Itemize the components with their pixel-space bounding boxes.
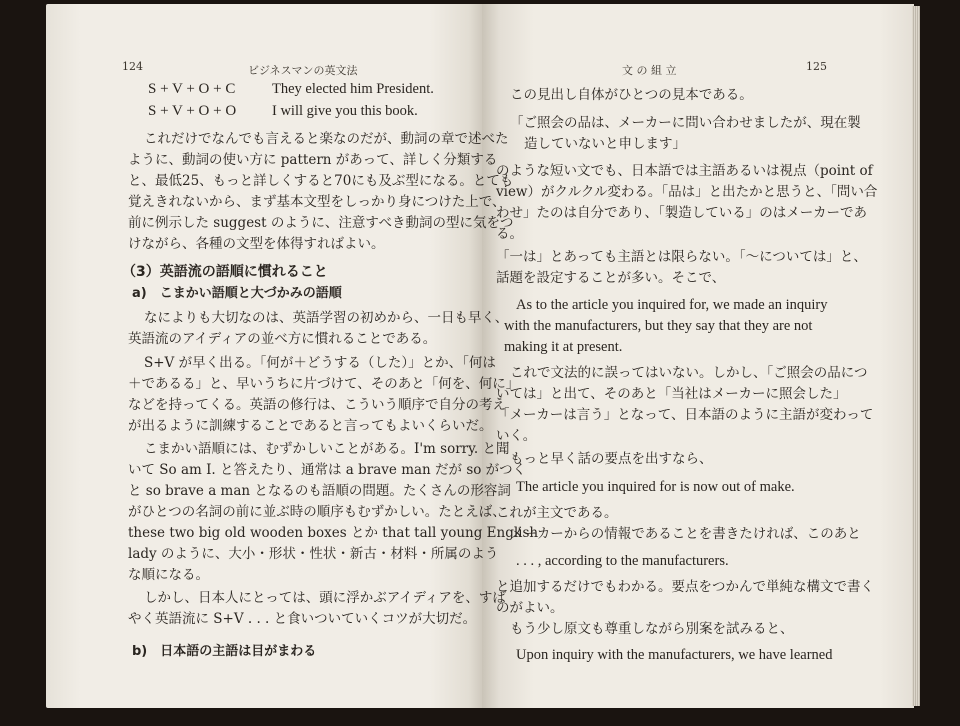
subheading-b: b) 日本語の主語は目がまわる xyxy=(132,644,317,659)
right-page-number: 125 xyxy=(806,60,827,73)
text-line: 話題を設定することが多い。そこで、 xyxy=(496,270,726,286)
left-running-head: ビジネスマンの英文法 xyxy=(248,64,358,77)
text-line: がひとつの名詞の前に並ぶ時の順序もむずかしい。たとえば、 xyxy=(128,504,506,520)
text-line: もう少し原文も尊重しながら別案を試みると、 xyxy=(510,621,794,637)
english-example-line: making it at present. xyxy=(504,339,623,355)
subheading-a: a) こまかい語順と大づかみの語順 xyxy=(132,286,342,301)
text-line: けながら、各種の文型を体得すればよい。 xyxy=(128,236,385,252)
example-svoc: They elected him President. xyxy=(272,81,434,97)
text-line: もっと早く話の要点を出すなら、 xyxy=(510,451,713,467)
quote-line: 造していないと申します」 xyxy=(524,136,686,152)
text-line: lady のように、大小・形状・性状・新古・材料・所属のよう xyxy=(128,546,499,562)
page-edges xyxy=(912,6,920,706)
text-line: などを持ってくる。英語の修行は、こういう順序で自分の考え xyxy=(128,397,506,413)
text-line: これが主文である。 xyxy=(496,505,618,521)
text-line: のがよい。 xyxy=(496,600,564,616)
section-heading-3: （3）英語流の語順に慣れること xyxy=(122,264,328,280)
text-line: ように、動詞の使い方に pattern があって、詳しく分類する xyxy=(128,152,498,168)
text-line: と so brave a man となるのも語順の問題。たくさんの形容詞 xyxy=(128,483,511,499)
quote-line: 「ご照会の品は、メーカーに問い合わせましたが、現在製 xyxy=(510,115,861,131)
english-example-line: As to the article you inquired for, we made an inquiry xyxy=(516,297,828,313)
pattern-svoo: S + V + O + O xyxy=(148,103,237,119)
text-line: these two big old wooden boxes とか that tall young English xyxy=(128,525,539,541)
text-line: 前に例示した suggest のように、注意すべき動詞の型に気をつ xyxy=(128,215,514,231)
english-example-line: . . . , according to the manufacturers. xyxy=(516,553,729,569)
text-line: view）がクルクル変わる。「品は」と出たかと思うと、「問い合 xyxy=(496,184,878,200)
example-svoo: I will give you this book. xyxy=(272,103,418,119)
text-line: と追加するだけでもわかる。要点をつかんで単純な構文で書く xyxy=(496,579,874,595)
text-line: こまかい語順には、むずかしいことがある。I'm sorry. と聞 xyxy=(144,441,510,457)
left-page-number: 124 xyxy=(122,60,143,73)
right-running-head: 文 の 組 立 xyxy=(622,64,677,77)
text-line: これだけでなんでも言えると楽なのだが、動詞の章で述べた xyxy=(144,131,509,147)
text-line: る。 xyxy=(496,226,523,242)
text-line: 「一は」とあっても主語とは限らない。「～については」と、 xyxy=(496,249,867,265)
text-line: のような短い文でも、日本語では主語あるいは視点（point of xyxy=(496,163,873,179)
text-line: しかし、日本人にとっては、頭に浮かぶアイディアを、すば xyxy=(144,590,506,606)
text-line: これで文法的に誤ってはいない。しかし、「ご照会の品につ xyxy=(510,365,868,381)
text-line: なによりも大切なのは、英語学習の初めから、一日も早く、 xyxy=(144,310,509,326)
text-line: わせ」たのは自分であり、「製造している」のはメーカーであ xyxy=(496,205,867,221)
text-line: メーカーからの情報であることを書きたければ、このあと xyxy=(510,526,861,542)
text-line: ＋であるる」と、早いうちに片づけて、そのあと「何を、何に」 xyxy=(128,376,520,392)
text-line: な順になる。 xyxy=(128,567,209,583)
english-example-line: Upon inquiry with the manufacturers, we have learned xyxy=(516,647,833,663)
pattern-svoc: S + V + O + C xyxy=(148,81,236,97)
text-line: この見出し自体がひとつの見本である。 xyxy=(510,87,753,103)
text-line: 「メーカーは言う」となって、日本語のように主語が変わって xyxy=(496,407,874,423)
text-line: 覚えきれないから、まず基本文型をしっかり身につけた上で、 xyxy=(128,194,506,210)
text-line: と、最低25、もっと詳しくすると70にも及ぶ型になる。とても xyxy=(128,173,514,189)
text-line: いて So am I. と答えたり、通常は a brave man だが so がつく xyxy=(128,462,527,478)
text-line: いては」と出て、そのあと「当社はメーカーに照会した」 xyxy=(496,386,847,402)
text-line: 英語流のアイディアの並べ方に慣れることである。 xyxy=(128,331,437,347)
text-line: S+V が早く出る。「何が＋どうする（した）」とか、「何は xyxy=(144,355,496,371)
english-example-line: The article you inquired for is now out of make. xyxy=(516,479,795,495)
english-example-line: with the manufacturers, but they say that they are not xyxy=(504,318,813,334)
text-line: やく英語流に S+V . . . と食いついていくコツが大切だ。 xyxy=(128,611,477,627)
text-line: いく。 xyxy=(496,428,537,444)
text-line: が出るように訓練することであると言ってもよいくらいだ。 xyxy=(128,418,493,434)
